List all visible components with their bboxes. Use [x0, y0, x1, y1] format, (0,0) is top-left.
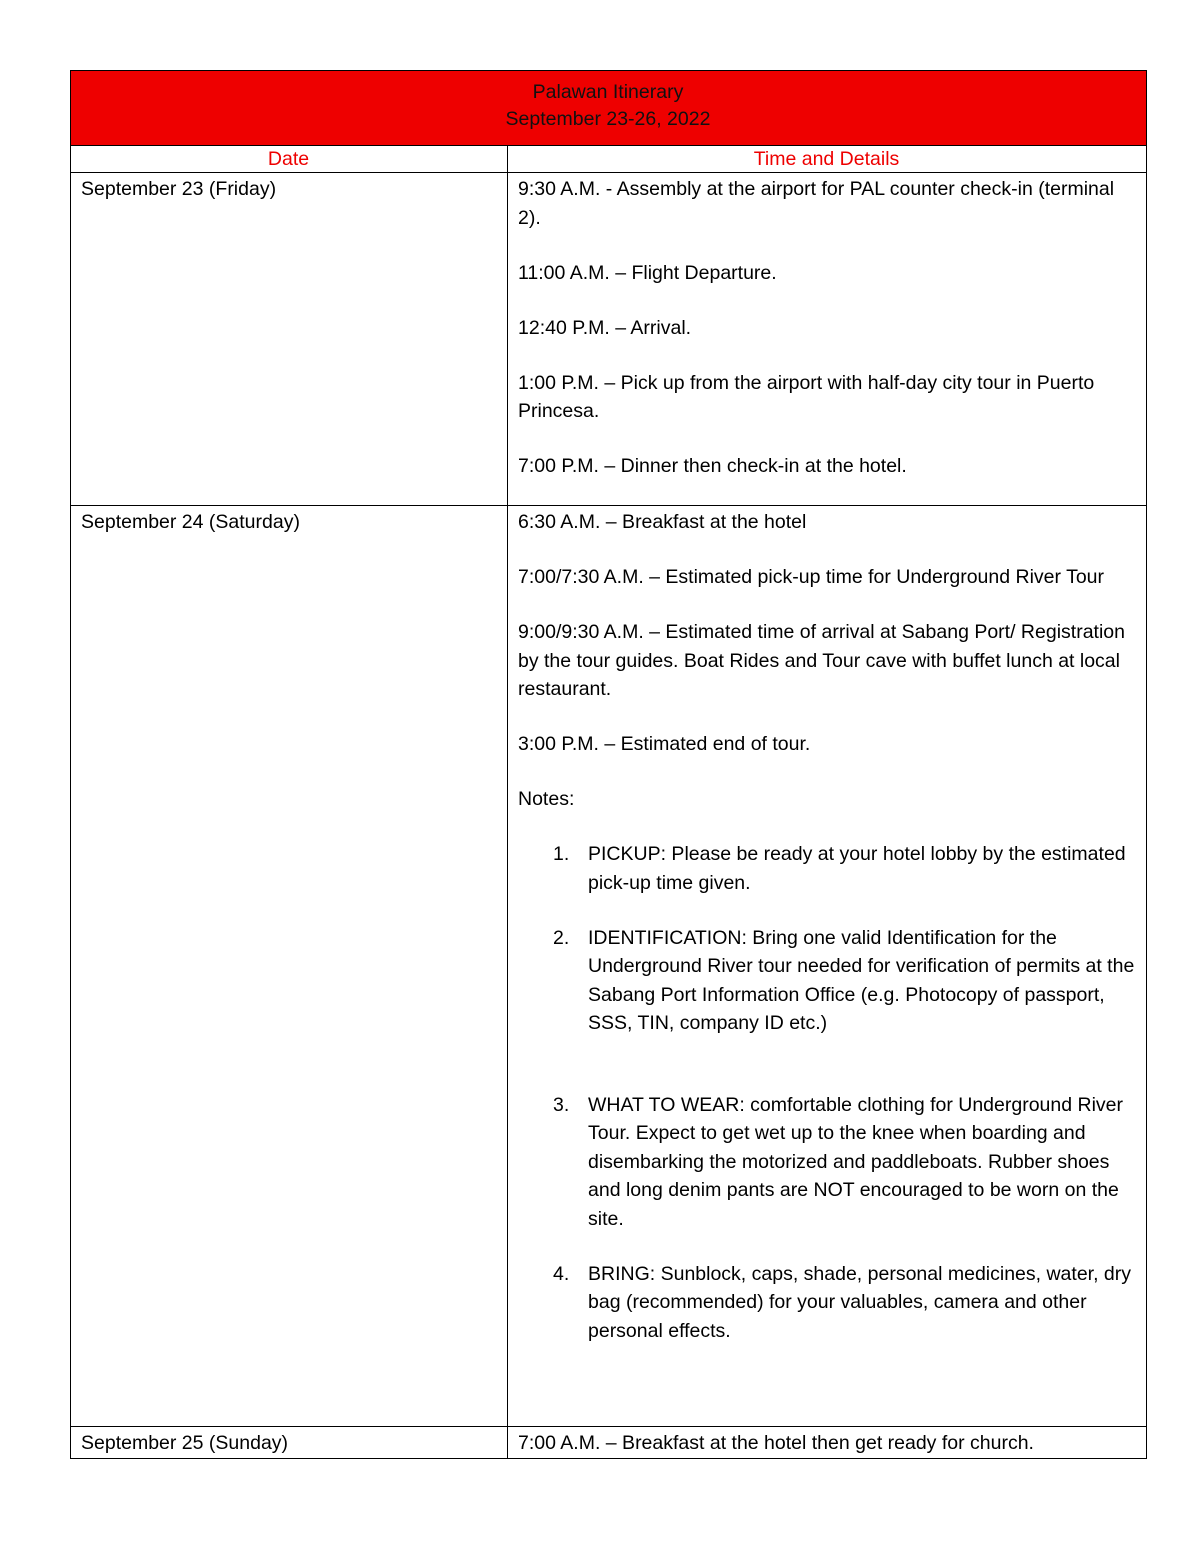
date-cell: September 24 (Saturday)	[71, 506, 508, 1427]
note-text: IDENTIFICATION: Bring one valid Identification for the Underground River tour needed for verification of permits at the Sabang Port Information Office (e.g. Photocopy of passport, SSS, TIN, company ID etc.)	[588, 926, 1135, 1034]
list-number: 1.	[553, 843, 570, 865]
title-cell	[71, 71, 1147, 146]
column-header-row	[71, 146, 1147, 173]
list-number: 2.	[553, 926, 570, 949]
itinerary-table	[70, 70, 1147, 1459]
details-cell	[508, 173, 1147, 506]
schedule-entry: 11:00 A.M. – Flight Departure.	[518, 261, 777, 284]
schedule-entry: 3:00 P.M. – Estimated end of tour.	[518, 733, 811, 755]
list-item	[518, 1091, 1135, 1234]
schedule-entry: 9:30 A.M. - Assembly at the airport for PAL counter check-in (terminal 2).	[518, 178, 1115, 229]
title-row	[71, 71, 1147, 146]
table-row	[71, 1427, 1147, 1459]
note-text: WHAT TO WEAR: comfortable clothing for Underground River Tour. Expect to get wet up to the knee when boarding and disembarking the motorized and paddleboats. Rubber shoes and long denim pants are NOT encouraged to be worn on the site.	[588, 1093, 1124, 1230]
notes-list	[518, 840, 1135, 1345]
itinerary-title: Palawan Itinerary	[532, 81, 684, 103]
itinerary-dates: September 23-26, 2022	[505, 108, 711, 130]
schedule-entry: 1:00 P.M. – Pick up from the airport with half-day city tour in Puerto Princesa.	[518, 371, 1095, 422]
note-text: BRING: Sunblock, caps, shade, personal medicines, water, dry bag (recommended) for your valuables, camera and other personal effects.	[588, 1262, 1132, 1342]
list-number: 3.	[553, 1093, 570, 1116]
schedule-entry: 6:30 A.M. – Breakfast at the hotel	[518, 511, 807, 533]
list-item	[518, 840, 1135, 897]
details-cell	[508, 506, 1147, 1427]
table-row	[71, 506, 1147, 1427]
note-text: PICKUP: Please be ready at your hotel lobby by the estimated pick-up time given.	[588, 843, 1126, 894]
column-header-details: Time and Details	[508, 146, 1147, 173]
list-item	[518, 924, 1135, 1038]
schedule-entry: 7:00/7:30 A.M. – Estimated pick-up time for Underground River Tour	[518, 566, 1105, 588]
date-cell: September 23 (Friday)	[71, 173, 508, 506]
column-header-date: Date	[71, 146, 508, 173]
list-number: 4.	[553, 1262, 570, 1285]
table-row	[71, 173, 1147, 506]
notes-heading: Notes:	[518, 788, 575, 810]
details-cell	[508, 1427, 1147, 1459]
schedule-entry: 7:00 A.M. – Breakfast at the hotel then get ready for church.	[518, 1432, 1034, 1454]
list-item	[518, 1260, 1135, 1346]
schedule-entry: 9:00/9:30 A.M. – Estimated time of arrival at Sabang Port/ Registration by the tour guides. Boat Rides and Tour cave with buffet lunch at local restaurant.	[518, 621, 1125, 700]
date-cell: September 25 (Sunday)	[71, 1427, 508, 1459]
schedule-entry: 12:40 P.M. – Arrival.	[518, 316, 692, 339]
schedule-entry: 7:00 P.M. – Dinner then check-in at the hotel.	[518, 455, 907, 477]
